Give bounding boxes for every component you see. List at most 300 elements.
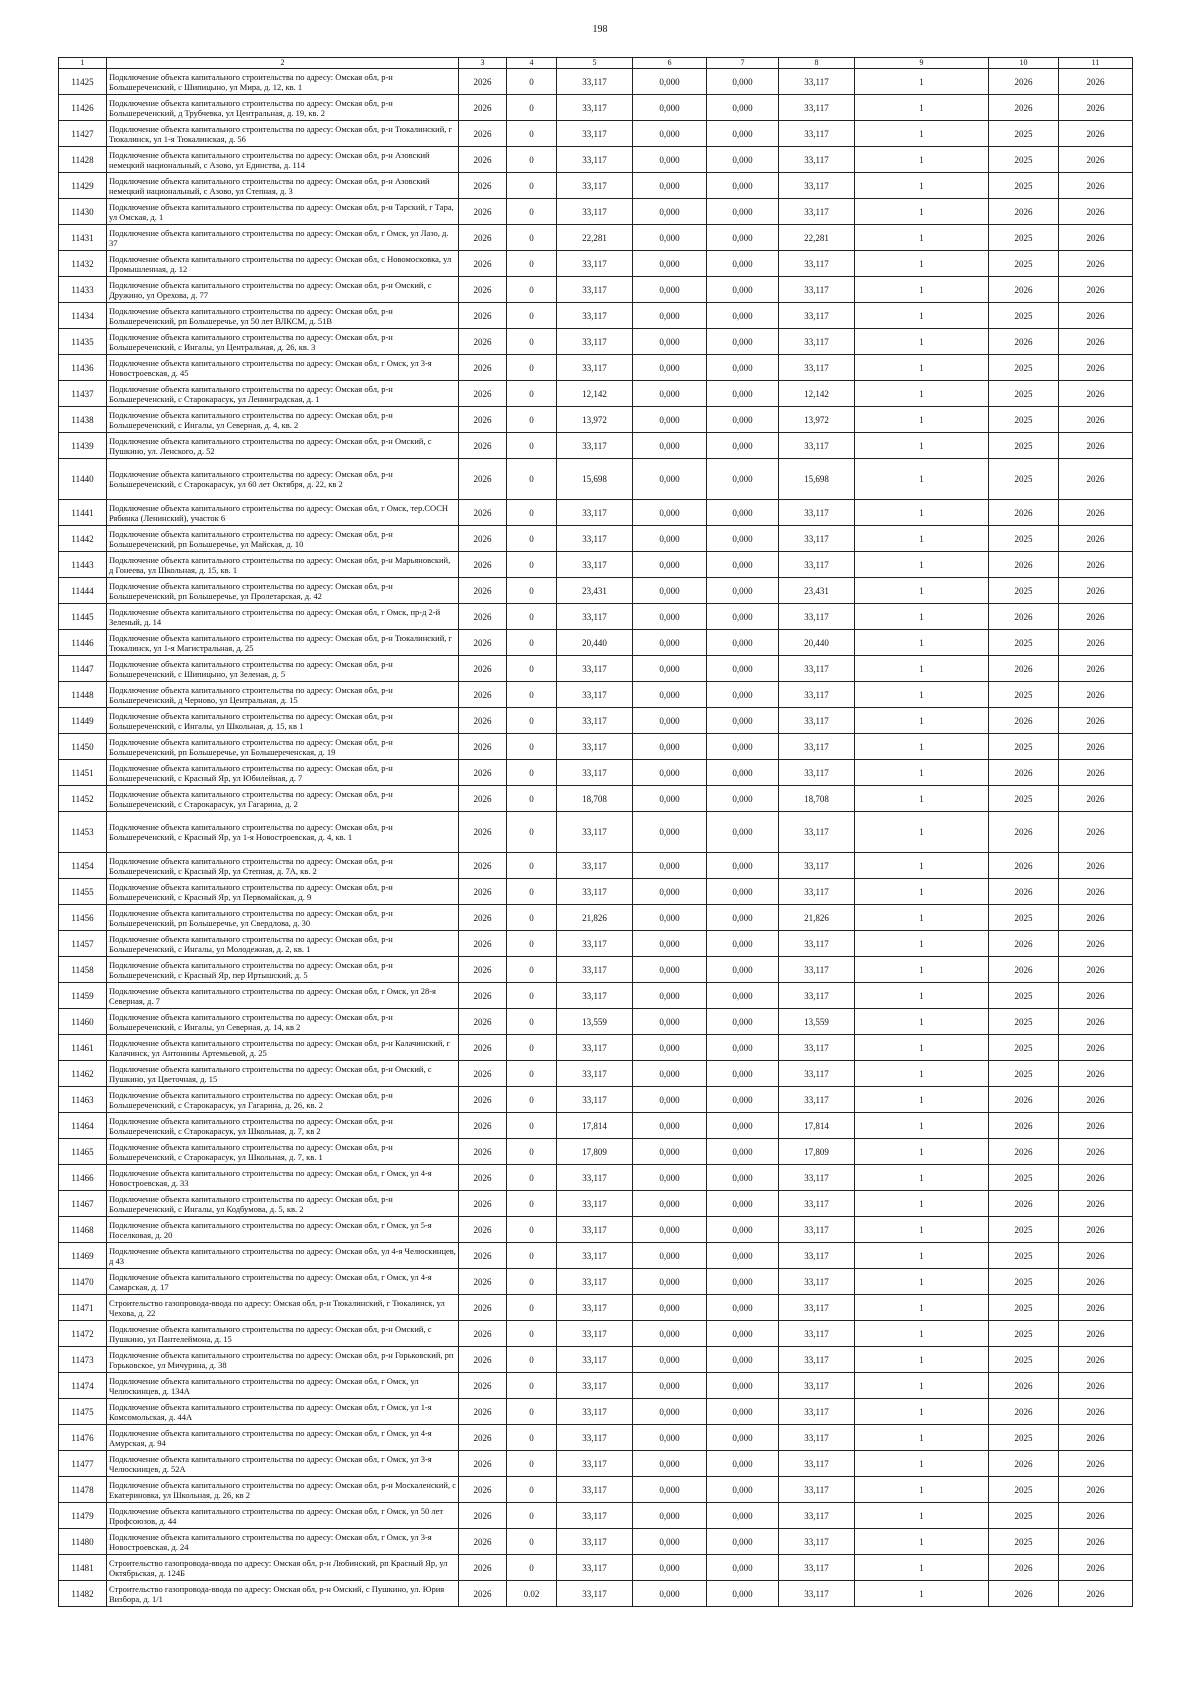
col-5-value: 33,117 [557,95,633,121]
table-row [59,329,1133,355]
col-3-value: 2026 [459,708,507,734]
row-number: 11465 [59,1139,107,1165]
column-header: 6 [633,58,707,69]
col-4-value: 0 [507,604,557,630]
col-4-value: 0 [507,433,557,459]
col-10-value: 2026 [989,69,1059,95]
col-7-value: 0,000 [707,812,779,853]
col-10-value: 2025 [989,734,1059,760]
col-10-value: 2025 [989,1009,1059,1035]
col-8-value: 33,117 [779,1451,855,1477]
col-5-value: 33,117 [557,433,633,459]
col-6-value: 0,000 [633,69,707,95]
col-8-value: 18,708 [779,786,855,812]
col-11-value: 2026 [1059,1165,1133,1191]
col-10-value: 2025 [989,905,1059,931]
col-8-value: 33,117 [779,1269,855,1295]
col-7-value: 0,000 [707,630,779,656]
object-description: Подключение объекта капитального строительства по адресу: Омская обл, р-н Горьковский, рп Горьковское, ул Мичурина, д. 38 [107,1347,459,1373]
col-9-value: 1 [855,69,989,95]
col-6-value: 0,000 [633,1477,707,1503]
table-row [59,526,1133,552]
col-7-value: 0,000 [707,1035,779,1061]
col-7-value: 0,000 [707,355,779,381]
col-9-value: 1 [855,1425,989,1451]
col-10-value: 2026 [989,1113,1059,1139]
col-10-value: 2026 [989,931,1059,957]
col-7-value: 0,000 [707,95,779,121]
col-7-value: 0,000 [707,1581,779,1607]
table-row [59,1451,1133,1477]
col-5-value: 17,809 [557,1139,633,1165]
col-6-value: 0,000 [633,1061,707,1087]
col-11-value: 2026 [1059,173,1133,199]
col-3-value: 2026 [459,526,507,552]
col-8-value: 33,117 [779,957,855,983]
col-8-value: 33,117 [779,1321,855,1347]
object-description: Подключение объекта капитального строительства по адресу: Омская обл, р-н Большереченский, рп Большеречье, ул Майская, д. 10 [107,526,459,552]
col-8-value: 13,559 [779,1009,855,1035]
col-4-value: 0 [507,173,557,199]
object-description: Подключение объекта капитального строительства по адресу: Омская обл, р-н Большереченский, с Шипицыно, ул Зеленая, д. 5 [107,656,459,682]
col-6-value: 0,000 [633,1191,707,1217]
col-3-value: 2026 [459,121,507,147]
row-number: 11426 [59,95,107,121]
row-number: 11463 [59,1087,107,1113]
registry-table [58,57,1133,1607]
col-7-value: 0,000 [707,303,779,329]
object-description: Подключение объекта капитального строительства по адресу: Омская обл, р-н Москаленский, с Екатериновка, ул Школьная, д. 26, кв 2 [107,1477,459,1503]
col-8-value: 17,814 [779,1113,855,1139]
col-10-value: 2025 [989,355,1059,381]
col-7-value: 0,000 [707,173,779,199]
table-row [59,1425,1133,1451]
col-10-value: 2026 [989,879,1059,905]
col-9-value: 1 [855,225,989,251]
col-10-value: 2026 [989,329,1059,355]
col-5-value: 12,142 [557,381,633,407]
col-8-value: 12,142 [779,381,855,407]
col-7-value: 0,000 [707,1451,779,1477]
col-4-value: 0 [507,1555,557,1581]
col-5-value: 20,440 [557,630,633,656]
col-6-value: 0,000 [633,1295,707,1321]
col-8-value: 33,117 [779,199,855,225]
object-description: Строительство газопровода-ввода по адресу: Омская обл, р-н Омский, с Пушкино, ул. Юрия Визбора, д. 1/1 [107,1581,459,1607]
col-4-value: 0 [507,1139,557,1165]
col-8-value: 33,117 [779,1243,855,1269]
col-7-value: 0,000 [707,1295,779,1321]
col-3-value: 2026 [459,957,507,983]
col-9-value: 1 [855,1477,989,1503]
col-11-value: 2026 [1059,983,1133,1009]
col-3-value: 2026 [459,1373,507,1399]
col-5-value: 33,117 [557,526,633,552]
col-4-value: 0 [507,1269,557,1295]
col-8-value: 15,698 [779,459,855,500]
col-5-value: 33,117 [557,1477,633,1503]
col-5-value: 33,117 [557,173,633,199]
col-4-value: 0 [507,1503,557,1529]
col-3-value: 2026 [459,407,507,433]
col-4-value: 0 [507,407,557,433]
col-11-value: 2026 [1059,355,1133,381]
table-row [59,1321,1133,1347]
object-description: Подключение объекта капитального строительства по адресу: Омская обл, р-н Калачинский, г Калачинск, ул Антонины Артемьевой, д. 25 [107,1035,459,1061]
col-4-value: 0 [507,1295,557,1321]
table-row [59,1581,1133,1607]
table-row [59,121,1133,147]
table-row [59,1503,1133,1529]
row-number: 11458 [59,957,107,983]
table-row [59,1555,1133,1581]
col-9-value: 1 [855,1269,989,1295]
object-description: Подключение объекта капитального строительства по адресу: Омская обл, р-н Тарский, г Тара, ул Омская, д. 1 [107,199,459,225]
col-8-value: 33,117 [779,1477,855,1503]
row-number: 11432 [59,251,107,277]
col-11-value: 2026 [1059,905,1133,931]
object-description: Подключение объекта капитального строительства по адресу: Омская обл, р-н Омский, с Пушкино, ул. Ленского, д. 52 [107,433,459,459]
col-6-value: 0,000 [633,1035,707,1061]
col-11-value: 2026 [1059,199,1133,225]
col-6-value: 0,000 [633,931,707,957]
table-row [59,303,1133,329]
col-6-value: 0,000 [633,1087,707,1113]
row-number: 11438 [59,407,107,433]
col-11-value: 2026 [1059,734,1133,760]
object-description: Подключение объекта капитального строительства по адресу: Омская обл, р-н Тюкалинский, г Тюкалинск, ул 1-я Магистральная, д. 25 [107,630,459,656]
col-4-value: 0 [507,1373,557,1399]
col-8-value: 33,117 [779,147,855,173]
col-11-value: 2026 [1059,329,1133,355]
col-7-value: 0,000 [707,121,779,147]
col-8-value: 33,117 [779,1529,855,1555]
col-8-value: 33,117 [779,682,855,708]
table-body [59,69,1133,1607]
object-description: Подключение объекта капитального строительства по адресу: Омская обл, р-н Большереченский, с Старокарасук, ул 60 лет Октября, д. 22, кв 2 [107,459,459,500]
col-11-value: 2026 [1059,1061,1133,1087]
col-9-value: 1 [855,173,989,199]
col-6-value: 0,000 [633,552,707,578]
col-8-value: 33,117 [779,1061,855,1087]
col-6-value: 0,000 [633,1269,707,1295]
col-5-value: 33,117 [557,1425,633,1451]
col-10-value: 2025 [989,173,1059,199]
col-5-value: 33,117 [557,355,633,381]
row-number: 11475 [59,1399,107,1425]
col-3-value: 2026 [459,578,507,604]
col-11-value: 2026 [1059,303,1133,329]
col-5-value: 33,117 [557,734,633,760]
row-number: 11436 [59,355,107,381]
col-5-value: 33,117 [557,1399,633,1425]
col-5-value: 33,117 [557,1503,633,1529]
col-6-value: 0,000 [633,682,707,708]
col-9-value: 1 [855,1191,989,1217]
col-6-value: 0,000 [633,1347,707,1373]
table-row [59,1035,1133,1061]
col-10-value: 2025 [989,381,1059,407]
col-9-value: 1 [855,1035,989,1061]
col-4-value: 0 [507,1061,557,1087]
col-4-value: 0 [507,121,557,147]
col-11-value: 2026 [1059,1503,1133,1529]
col-5-value: 33,117 [557,812,633,853]
table-row [59,708,1133,734]
col-7-value: 0,000 [707,1061,779,1087]
col-7-value: 0,000 [707,147,779,173]
col-5-value: 33,117 [557,682,633,708]
col-9-value: 1 [855,905,989,931]
col-5-value: 33,117 [557,879,633,905]
object-description: Подключение объекта капитального строительства по адресу: Омская обл, г Омск, ул 4-я Амурская, д. 94 [107,1425,459,1451]
column-header: 7 [707,58,779,69]
col-9-value: 1 [855,526,989,552]
col-7-value: 0,000 [707,1113,779,1139]
col-8-value: 33,117 [779,1035,855,1061]
col-4-value: 0 [507,1243,557,1269]
col-4-value: 0 [507,1191,557,1217]
col-4-value: 0 [507,1529,557,1555]
object-description: Подключение объекта капитального строительства по адресу: Омская обл, г Омск, ул 5-я Поселковая, д. 20 [107,1217,459,1243]
col-8-value: 33,117 [779,1581,855,1607]
row-number: 11460 [59,1009,107,1035]
object-description: Подключение объекта капитального строительства по адресу: Омская обл, р-н Большереченский, д Трубчевка, ул Центральная, д. 19, кв. 2 [107,95,459,121]
col-10-value: 2026 [989,1451,1059,1477]
col-3-value: 2026 [459,682,507,708]
col-10-value: 2026 [989,812,1059,853]
row-number: 11440 [59,459,107,500]
col-9-value: 1 [855,656,989,682]
col-7-value: 0,000 [707,433,779,459]
table-row [59,879,1133,905]
col-4-value: 0 [507,526,557,552]
row-number: 11425 [59,69,107,95]
col-11-value: 2026 [1059,786,1133,812]
col-6-value: 0,000 [633,303,707,329]
col-4-value: 0 [507,1087,557,1113]
col-8-value: 33,117 [779,69,855,95]
col-7-value: 0,000 [707,1269,779,1295]
col-7-value: 0,000 [707,879,779,905]
row-number: 11468 [59,1217,107,1243]
row-number: 11446 [59,630,107,656]
row-number: 11470 [59,1269,107,1295]
col-11-value: 2026 [1059,1399,1133,1425]
col-7-value: 0,000 [707,931,779,957]
col-11-value: 2026 [1059,1451,1133,1477]
col-9-value: 1 [855,604,989,630]
col-4-value: 0 [507,1113,557,1139]
page-number: 198 [592,24,608,35]
col-3-value: 2026 [459,1087,507,1113]
col-7-value: 0,000 [707,760,779,786]
col-6-value: 0,000 [633,812,707,853]
column-header: 11 [1059,58,1133,69]
col-7-value: 0,000 [707,1087,779,1113]
col-7-value: 0,000 [707,708,779,734]
col-7-value: 0,000 [707,983,779,1009]
col-6-value: 0,000 [633,329,707,355]
row-number: 11459 [59,983,107,1009]
col-11-value: 2026 [1059,552,1133,578]
col-4-value: 0 [507,1009,557,1035]
col-4-value: 0 [507,630,557,656]
col-6-value: 0,000 [633,1373,707,1399]
col-8-value: 33,117 [779,500,855,526]
col-4-value: 0 [507,225,557,251]
col-5-value: 33,117 [557,121,633,147]
row-number: 11427 [59,121,107,147]
col-4-value: 0 [507,381,557,407]
col-11-value: 2026 [1059,1529,1133,1555]
col-3-value: 2026 [459,853,507,879]
col-10-value: 2026 [989,604,1059,630]
object-description: Подключение объекта капитального строительства по адресу: Омская обл, с Новомосковка, ул Промышленная, д. 12 [107,251,459,277]
row-number: 11431 [59,225,107,251]
row-number: 11454 [59,853,107,879]
col-7-value: 0,000 [707,199,779,225]
col-4-value: 0 [507,500,557,526]
col-3-value: 2026 [459,786,507,812]
col-8-value: 33,117 [779,552,855,578]
col-10-value: 2025 [989,786,1059,812]
col-5-value: 33,117 [557,1451,633,1477]
object-description: Подключение объекта капитального строительства по адресу: Омская обл, р-н Омский, с Дружино, ул Орехова, д. 77 [107,277,459,303]
object-description: Подключение объекта капитального строительства по адресу: Омская обл, р-н Большереченский, с Красный Яр, ул Юбилейная, д. 7 [107,760,459,786]
col-3-value: 2026 [459,1529,507,1555]
col-11-value: 2026 [1059,1113,1133,1139]
col-6-value: 0,000 [633,251,707,277]
col-10-value: 2025 [989,121,1059,147]
row-number: 11476 [59,1425,107,1451]
col-6-value: 0,000 [633,121,707,147]
col-3-value: 2026 [459,95,507,121]
col-9-value: 1 [855,879,989,905]
col-6-value: 0,000 [633,95,707,121]
col-4-value: 0 [507,69,557,95]
object-description: Подключение объекта капитального строительства по адресу: Омская обл, р-н Большереченский, с Красный Яр, ул 1-я Новостроевская, д. 4, кв. 1 [107,812,459,853]
col-10-value: 2025 [989,1477,1059,1503]
col-11-value: 2026 [1059,1243,1133,1269]
col-6-value: 0,000 [633,1503,707,1529]
col-8-value: 33,117 [779,760,855,786]
col-11-value: 2026 [1059,121,1133,147]
col-6-value: 0,000 [633,656,707,682]
col-5-value: 33,117 [557,1243,633,1269]
col-3-value: 2026 [459,277,507,303]
column-header: 3 [459,58,507,69]
col-3-value: 2026 [459,251,507,277]
col-3-value: 2026 [459,879,507,905]
object-description: Подключение объекта капитального строительства по адресу: Омская обл, г Омск, ул 3-я Челюскинцев, д. 52А [107,1451,459,1477]
col-5-value: 13,972 [557,407,633,433]
object-description: Подключение объекта капитального строительства по адресу: Омская обл, г Омск, ул 28-я Северная, д. 7 [107,983,459,1009]
table-row [59,1477,1133,1503]
col-5-value: 33,117 [557,604,633,630]
col-5-value: 33,117 [557,983,633,1009]
col-8-value: 33,117 [779,303,855,329]
col-9-value: 1 [855,682,989,708]
col-3-value: 2026 [459,1555,507,1581]
col-9-value: 1 [855,1555,989,1581]
col-9-value: 1 [855,433,989,459]
col-3-value: 2026 [459,1009,507,1035]
row-number: 11482 [59,1581,107,1607]
col-7-value: 0,000 [707,1503,779,1529]
col-7-value: 0,000 [707,1321,779,1347]
object-description: Подключение объекта капитального строительства по адресу: Омская обл, р-н Большереченский, с Ингалы, ул Северная, д. 4, кв. 2 [107,407,459,433]
col-4-value: 0 [507,329,557,355]
row-number: 11452 [59,786,107,812]
col-11-value: 2026 [1059,1321,1133,1347]
col-6-value: 0,000 [633,225,707,251]
col-9-value: 1 [855,1321,989,1347]
object-description: Подключение объекта капитального строительства по адресу: Омская обл, р-н Тюкалинский, г Тюкалинск, ул 1-я Тюкалинская, д. 56 [107,121,459,147]
col-10-value: 2025 [989,526,1059,552]
object-description: Подключение объекта капитального строительства по адресу: Омская обл, р-н Большереченский, с Шипицыно, ул Мира, д. 12, кв. 1 [107,69,459,95]
col-10-value: 2025 [989,1529,1059,1555]
col-10-value: 2025 [989,1165,1059,1191]
col-10-value: 2025 [989,1425,1059,1451]
col-5-value: 33,117 [557,1087,633,1113]
column-header: 2 [107,58,459,69]
col-9-value: 1 [855,630,989,656]
col-4-value: 0 [507,1425,557,1451]
col-9-value: 1 [855,1451,989,1477]
col-9-value: 1 [855,199,989,225]
col-9-value: 1 [855,1399,989,1425]
object-description: Подключение объекта капитального строительства по адресу: Омская обл, р-н Омский, с Пушкино, ул Пантелеймона, д. 15 [107,1321,459,1347]
col-5-value: 33,117 [557,1321,633,1347]
table-row [59,1399,1133,1425]
object-description: Подключение объекта капитального строительства по адресу: Омская обл, р-н Большереченский, д Черново, ул Центральная, д. 15 [107,682,459,708]
table-row [59,957,1133,983]
col-4-value: 0 [507,303,557,329]
col-5-value: 33,117 [557,1035,633,1061]
col-9-value: 1 [855,1061,989,1087]
col-5-value: 33,117 [557,1529,633,1555]
table-row [59,433,1133,459]
col-3-value: 2026 [459,69,507,95]
col-5-value: 17,814 [557,1113,633,1139]
col-5-value: 33,117 [557,656,633,682]
column-header: 9 [855,58,989,69]
object-description: Подключение объекта капитального строительства по адресу: Омская обл, г Омск, ул 50 лет Профсоюзов, д. 44 [107,1503,459,1529]
col-10-value: 2026 [989,1087,1059,1113]
col-5-value: 18,708 [557,786,633,812]
col-10-value: 2025 [989,1503,1059,1529]
col-3-value: 2026 [459,1139,507,1165]
table-row [59,1243,1133,1269]
col-11-value: 2026 [1059,407,1133,433]
row-number: 11451 [59,760,107,786]
col-7-value: 0,000 [707,656,779,682]
col-4-value: 0 [507,853,557,879]
col-11-value: 2026 [1059,225,1133,251]
col-7-value: 0,000 [707,225,779,251]
col-6-value: 0,000 [633,957,707,983]
object-description: Подключение объекта капитального строительства по адресу: Омская обл, г Омск, пр-д 2-й Зеленый, д. 14 [107,604,459,630]
table-row [59,1269,1133,1295]
table-row [59,853,1133,879]
col-9-value: 1 [855,957,989,983]
col-5-value: 15,698 [557,459,633,500]
col-3-value: 2026 [459,1113,507,1139]
col-3-value: 2026 [459,1399,507,1425]
col-10-value: 2026 [989,957,1059,983]
col-5-value: 33,117 [557,1269,633,1295]
